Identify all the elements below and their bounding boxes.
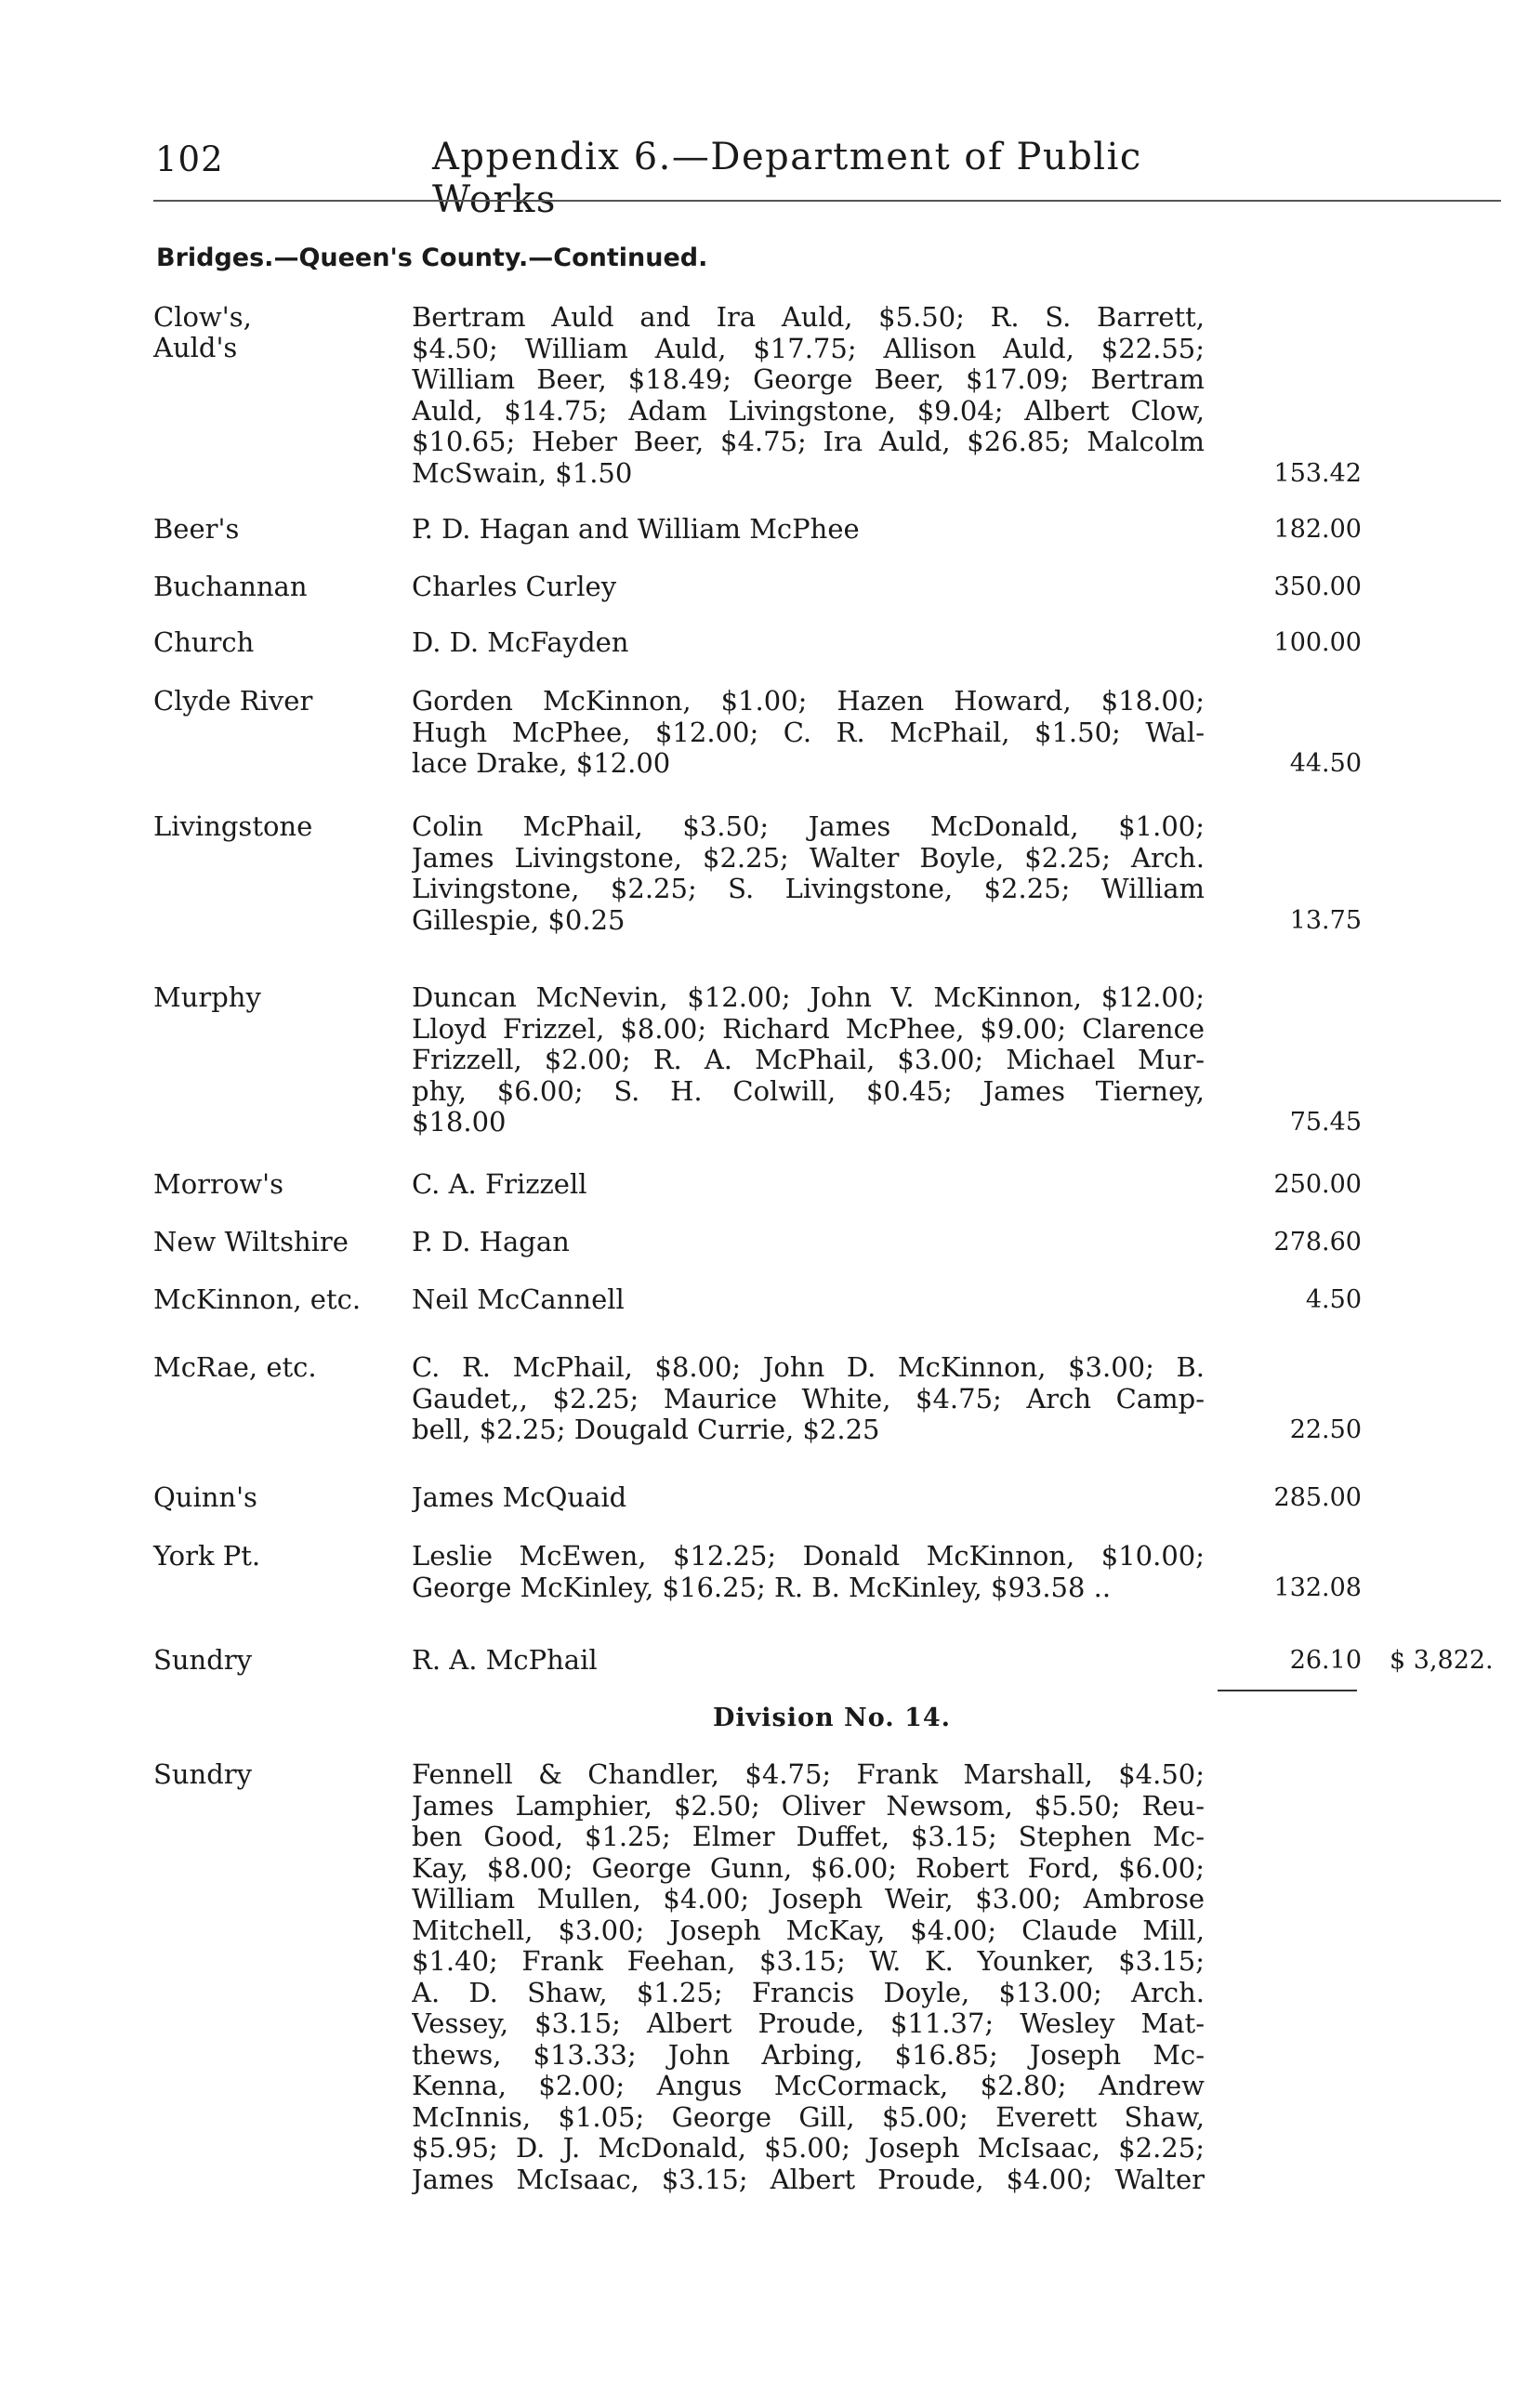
amount: 13.75 <box>1289 905 1362 935</box>
payee-text <box>412 1169 1205 1201</box>
amount: 22.50 <box>1289 1415 1362 1444</box>
payee-text <box>412 1482 1205 1514</box>
payee-line: Gorden McKinnon, $1.00; Hazen Howard, $18.00; <box>412 686 1205 717</box>
payee-line: $10.65; Heber Beer, $4.75; Ira Auld, $26.85; Malcolm <box>412 427 1205 457</box>
payee-line-text: McSwain, $1.50 <box>412 457 633 489</box>
bridge-name <box>153 302 395 363</box>
bridge-name <box>153 1284 395 1315</box>
payee-text <box>412 1541 1205 1603</box>
bridge-name-line: Livingstone <box>153 810 313 842</box>
payee-line: Vessey, $3.15; Albert Proude, $11.37; Wesley Mat- <box>412 2008 1205 2039</box>
payee-line-text: Gillespie, $0.25 <box>412 904 626 936</box>
payee-line-text: James McQuaid <box>412 1482 627 1513</box>
sum-rule <box>1218 1690 1357 1691</box>
bridge-name-line: Auld's <box>153 332 238 363</box>
amount: 100.00 <box>1273 628 1362 657</box>
payee-last-line <box>412 1169 1205 1201</box>
payee-last-line <box>412 1645 1205 1677</box>
bridge-name <box>153 572 395 602</box>
amount: 278.60 <box>1273 1228 1362 1257</box>
payee-line: William Mullen, $4.00; Joseph Weir, $3.00; Ambrose <box>412 1884 1205 1915</box>
amount: 182.00 <box>1273 515 1362 544</box>
bridge-name <box>153 686 395 717</box>
payee-line: $4.50; William Auld, $17.75; Allison Auld, $22.55; <box>412 333 1205 364</box>
division-heading: Division No. 14. <box>712 1704 952 1732</box>
payee-line: Hugh McPhee, $12.00; C. R. McPhail, $1.50; Wal- <box>412 717 1205 748</box>
payee-line: ben Good, $1.25; Elmer Duffet, $3.15; Stephen Mc- <box>412 1822 1205 1852</box>
payee-line: Duncan McNevin, $12.00; John V. McKinnon, $12.00; <box>412 982 1205 1013</box>
payee-text <box>412 1352 1205 1446</box>
payee-line-text: P. D. Hagan and William McPhee <box>412 514 860 545</box>
amount: 44.50 <box>1289 749 1362 778</box>
payee-line: C. R. McPhail, $8.00; John D. McKinnon, $3.00; B. <box>412 1352 1205 1383</box>
payee-line: James Livingstone, $2.25; Walter Boyle, $2.25; Arch. <box>412 842 1205 874</box>
bridge-name-line: Morrow's <box>153 1168 284 1200</box>
payee-line: thews, $13.33; John Arbing, $16.85; Joseph Mc- <box>412 2039 1205 2071</box>
bridge-name-line: McRae, etc. <box>153 1351 317 1383</box>
payee-line: Fennell & Chandler, $4.75; Frank Marshall, $4.50; <box>412 1759 1205 1790</box>
payee-line-text: P. D. Hagan <box>412 1227 570 1257</box>
bridge-name <box>153 1759 395 1790</box>
payee-last-line <box>412 572 1205 603</box>
payee-line-text: R. A. McPhail <box>412 1645 598 1676</box>
payee-line: $5.95; D. J. McDonald, $5.00; Joseph McIsaac, $2.25; <box>412 2133 1205 2164</box>
amount: 132.08 <box>1273 1572 1362 1602</box>
bridge-name <box>153 1169 395 1200</box>
bridge-name-line: Buchannan <box>153 571 308 602</box>
payee-text <box>412 1645 1205 1677</box>
bridge-name <box>153 627 395 658</box>
payee-text <box>412 514 1205 546</box>
payee-line-text: Charles Curley <box>412 572 617 602</box>
payee-last-line <box>412 1107 1205 1138</box>
payee-line: A. D. Shaw, $1.25; Francis Doyle, $13.00; Arch. <box>412 1977 1205 2008</box>
payee-line: Frizzell, $2.00; R. A. McPhail, $3.00; Michael Mur- <box>412 1045 1205 1075</box>
payee-line-text: C. A. Frizzell <box>412 1169 587 1200</box>
header-rule <box>153 200 1501 202</box>
bridge-name-line: Quinn's <box>153 1481 257 1513</box>
amount: 75.45 <box>1289 1108 1362 1137</box>
bridge-name-line: Murphy <box>153 981 261 1013</box>
payee-line: Colin McPhail, $3.50; James McDonald, $1.00; <box>412 811 1205 842</box>
bridge-name <box>153 811 395 842</box>
payee-line: Gaudet,, $2.25; Maurice White, $4.75; Arch Camp- <box>412 1383 1205 1415</box>
payee-last-line <box>412 627 1205 659</box>
payee-line: Mitchell, $3.00; Joseph McKay, $4.00; Claude Mill, <box>412 1915 1205 1946</box>
payee-line: Leslie McEwen, $12.25; Donald McKinnon, $10.00; <box>412 1541 1205 1572</box>
bridge-name <box>153 1645 395 1676</box>
amount: 4.50 <box>1305 1285 1362 1314</box>
amount: 153.42 <box>1273 458 1362 488</box>
payee-line: phy, $6.00; S. H. Colwill, $0.45; James Tierney, <box>412 1075 1205 1107</box>
bridge-name <box>153 982 395 1013</box>
payee-last-line <box>412 905 1205 937</box>
bridge-name <box>153 1352 395 1383</box>
payee-line: Livingstone, $2.25; S. Livingstone, $2.25; William <box>412 874 1205 904</box>
payee-line-text: D. D. McFayden <box>412 627 629 658</box>
section-heading: Bridges.—Queen's County.—Continued. <box>156 243 708 272</box>
bridge-name-line: Sundry <box>153 1758 253 1790</box>
payee-line: Lloyd Frizzel, $8.00; Richard McPhee, $9.00; Clarence <box>412 1013 1205 1045</box>
amount: 250.00 <box>1273 1170 1362 1199</box>
bridge-name-line: Beer's <box>153 513 240 545</box>
payee-line-text: $18.00 <box>412 1107 507 1138</box>
payee-line-text: Neil McCannell <box>412 1284 625 1315</box>
payee-last-line <box>412 1227 1205 1258</box>
payee-line: Kay, $8.00; George Gunn, $6.00; Robert Ford, $6.00; <box>412 1852 1205 1884</box>
page-number: 102 <box>155 139 224 179</box>
bridge-name-line: York Pt. <box>153 1540 261 1572</box>
bridge-name <box>153 1227 395 1257</box>
payee-last-line <box>412 748 1205 780</box>
amount: 26.10 <box>1289 1646 1362 1675</box>
bridge-name-line: Church <box>153 626 255 658</box>
bridge-name-line: Sundry <box>153 1644 253 1676</box>
payee-line: Bertram Auld and Ira Auld, $5.50; R. S. Barrett, <box>412 302 1205 333</box>
payee-text <box>412 1759 1205 2195</box>
bridge-name <box>153 514 395 545</box>
payee-last-line <box>412 514 1205 546</box>
payee-last-line <box>412 1572 1205 1604</box>
amount: 350.00 <box>1273 572 1362 601</box>
payee-text <box>412 572 1205 603</box>
payee-line: Kenna, $2.00; Angus McCormack, $2.80; Andrew <box>412 2071 1205 2101</box>
bridge-name-line: New Wiltshire <box>153 1226 349 1257</box>
payee-line: Auld, $14.75; Adam Livingstone, $9.04; Albert Clow, <box>412 395 1205 427</box>
payee-last-line <box>412 1284 1205 1316</box>
page-header <box>153 136 1250 221</box>
bridge-name-line: Clow's, <box>153 301 252 333</box>
payee-line: James Lamphier, $2.50; Oliver Newsom, $5.50; Reu- <box>412 1790 1205 1822</box>
payee-line: James McIsaac, $3.15; Albert Proude, $4.00; Walter <box>412 2164 1205 2195</box>
amount: 285.00 <box>1273 1483 1362 1512</box>
payee-line-text: bell, $2.25; Dougald Currie, $2.25 <box>412 1415 880 1445</box>
bridge-name <box>153 1482 395 1513</box>
payee-text <box>412 1227 1205 1258</box>
payee-line-text: George McKinley, $16.25; R. B. McKinley, $93.58 .. <box>412 1572 1112 1603</box>
payee-line: McInnis, $1.05; George Gill, $5.00; Everett Shaw, <box>412 2101 1205 2133</box>
running-title: Appendix 6.—Department of Public Works <box>432 136 1142 221</box>
payee-last-line <box>412 458 1205 490</box>
payee-line-text: lace Drake, $12.00 <box>412 748 671 779</box>
payee-text <box>412 1284 1205 1316</box>
payee-text <box>412 627 1205 659</box>
payee-text <box>412 302 1205 489</box>
payee-text <box>412 811 1205 936</box>
payee-text <box>412 686 1205 780</box>
payee-text <box>412 982 1205 1138</box>
payee-last-line <box>412 1415 1205 1446</box>
bridge-name <box>153 1541 395 1572</box>
payee-line: $1.40; Frank Feehan, $3.15; W. K. Younker, $3.15; <box>412 1946 1205 1977</box>
bridge-name-line: McKinnon, etc. <box>153 1283 362 1315</box>
payee-last-line <box>412 1482 1205 1514</box>
total-amount: $ 3,822. <box>1390 1646 1494 1675</box>
bridge-name-line: Clyde River <box>153 685 313 717</box>
payee-line: William Beer, $18.49; George Beer, $17.09; Bertram <box>412 364 1205 395</box>
